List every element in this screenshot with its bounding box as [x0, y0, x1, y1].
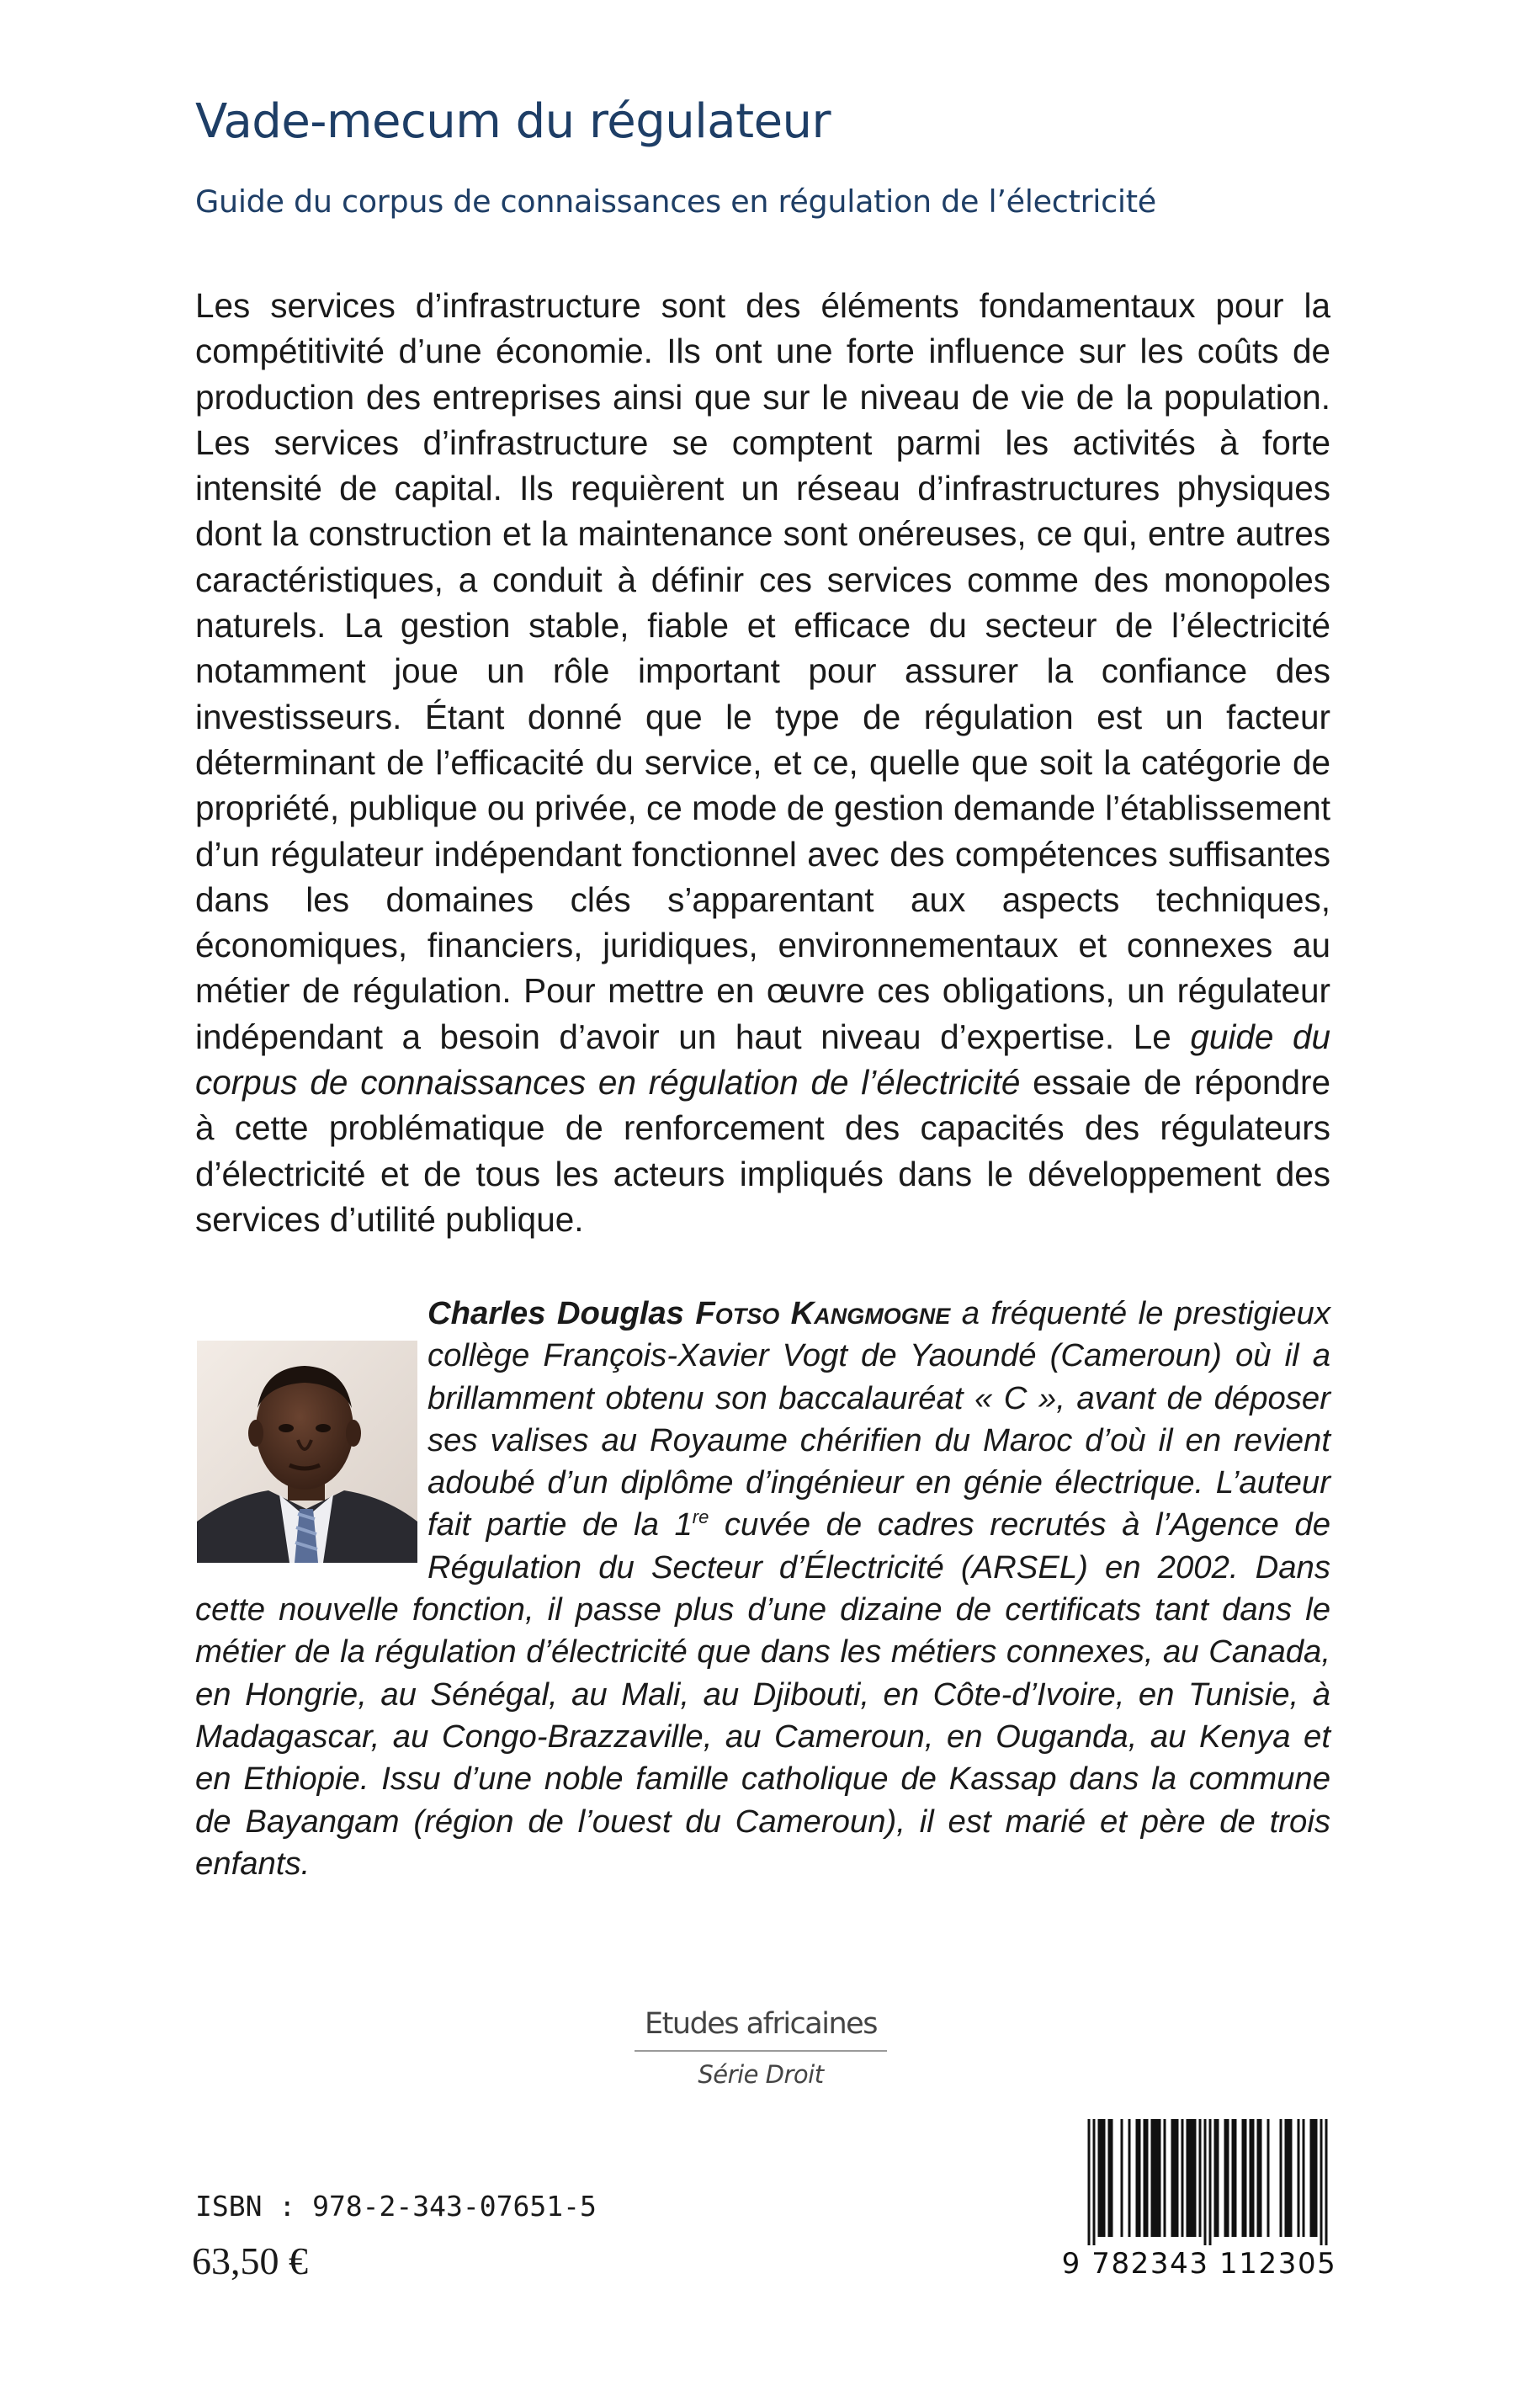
barcode-bar [1121, 2119, 1123, 2237]
barcode-bar [1101, 2119, 1103, 2237]
barcode-bar [1189, 2119, 1192, 2237]
barcode-bar [1267, 2119, 1270, 2237]
series-logo [629, 2003, 892, 2089]
author-surname-2: Kangmogne [790, 1295, 951, 1331]
barcode-bar [1242, 2119, 1245, 2237]
barcode-bar [1098, 2119, 1101, 2237]
price: 63,50 € [192, 2239, 308, 2282]
series-subtitle: Série Droit [698, 2060, 824, 2089]
barcode-bar [1093, 2119, 1096, 2245]
barcode-bar [1204, 2119, 1207, 2245]
barcode-bar [1164, 2119, 1166, 2237]
blurb-text-1: Les services d’infrastructure sont des éléments fondamentaux pour la compétitivité d’une économie. Ils ont une forte influence sur les coûts de production des entreprises ainsi que sur le niveau de vie de la population. Les services d’infrastructure se comptent parmi les activités à forte intensité de capital. Ils requièrent un réseau d’infrastructures physiques dont la construction et la maintenance sont onéreuses, ce qui, entre autres caractéristiques, a conduit à définir ces services comme des monopoles naturels. La gestion stable, fiable et efficace du secteur de l’électricité notamment joue un rôle important pour assurer la confiance des investisseurs. Étant donné que le type de régulation est un facteur déterminant de l’efficacité du service, et ce, quelle que soit la catégorie de propriété, publique ou privée, ce mode de gestion demande l’établissement d’un régulateur indépendant fonctionnel avec des compétences suffisantes dans les domaines clés s’apparentant aux aspects techniques, économiques, financiers, juridiques, environnementaux et connexes au métier de régulation. Pour mettre en œuvre ces obligations, un régulateur indépendant a besoin d’avoir un haut niveau d’expertise. Le [195, 286, 1330, 1056]
barcode-bar [1171, 2119, 1174, 2237]
barcode-bar [1325, 2119, 1328, 2245]
barcode-bar [1285, 2119, 1288, 2237]
barcode-bar [1227, 2119, 1229, 2237]
barcode-bar [1235, 2119, 1237, 2237]
book-title: Vade-mecum du régulateur [195, 94, 831, 149]
barcode-bar [1245, 2119, 1247, 2237]
barcode-bars [1060, 2119, 1338, 2245]
bio-text-1: a fréquenté le prestigieux collège François-Xavier Vogt de Yaoundé (Cameroun) où il a brillamment obtenu son baccalauréat « C », avant de déposer ses valises au Royaume chérifien du Maroc d’où il en revient adoubé d’un diplôme d’ingénieur en génie électrique. L’auteur fait partie de la 1 [427, 1295, 1330, 1543]
barcode-bar [1111, 2119, 1113, 2237]
blurb-italic-title: guide du corpus de connaissances en régulation de l’électricité [195, 1017, 1330, 1102]
barcode-bar [1199, 2119, 1202, 2237]
blurb-text-2: essaie de répondre à cette problématique de renforcement des capacités des régulateurs d’électricité et de tous les acteurs impliqués dans le développement des services d’utilité publique. [195, 1063, 1330, 1239]
barcode-bar [1217, 2119, 1219, 2237]
barcode-bar [1103, 2119, 1106, 2237]
barcode-bar [1288, 2119, 1290, 2237]
barcode-bar [1313, 2119, 1315, 2237]
author-name [427, 1295, 950, 1331]
series-divider [635, 2050, 887, 2052]
book-subtitle: Guide du corpus de connaissances en régulation de l’électricité [195, 183, 1156, 220]
barcode-bar [1320, 2119, 1323, 2245]
author-photo [197, 1341, 417, 1563]
barcode-bar [1144, 2119, 1146, 2237]
series-name: Etudes africaines [645, 2007, 877, 2041]
barcode-bar [1088, 2119, 1091, 2245]
barcode-bar [1232, 2119, 1235, 2237]
barcode-bar [1260, 2119, 1262, 2237]
barcode-bar [1209, 2119, 1212, 2245]
barcode-bar [1315, 2119, 1318, 2237]
barcode-bar [1136, 2119, 1139, 2237]
barcode [1060, 2119, 1338, 2292]
barcode-bar [1192, 2119, 1194, 2237]
barcode-bar [1224, 2119, 1227, 2237]
barcode-bar [1146, 2119, 1149, 2237]
barcode-bar [1139, 2119, 1141, 2237]
barcode-bar [1280, 2119, 1282, 2237]
barcode-bar [1257, 2119, 1260, 2237]
barcode-bar [1290, 2119, 1293, 2237]
isbn: ISBN : 978-2-343-07651-5 [195, 2190, 597, 2223]
barcode-bar [1310, 2119, 1313, 2237]
barcode-bar [1250, 2119, 1252, 2237]
barcode-bar [1187, 2119, 1189, 2237]
barcode-bar [1303, 2119, 1305, 2237]
barcode-bar [1151, 2119, 1154, 2237]
barcode-bar [1214, 2119, 1217, 2237]
barcode-bar [1176, 2119, 1179, 2237]
barcode-bar [1182, 2119, 1184, 2237]
bio-ordinal-sup: re [692, 1506, 709, 1528]
barcode-bar [1156, 2119, 1159, 2237]
barcode-bar [1154, 2119, 1156, 2237]
barcode-bar [1252, 2119, 1255, 2237]
author-portrait-image [197, 1341, 417, 1563]
barcode-bar [1159, 2119, 1161, 2237]
author-surname-1: Fotso [695, 1295, 780, 1331]
barcode-bar [1298, 2119, 1300, 2237]
barcode-bar [1194, 2119, 1197, 2237]
barcode-digits: 9 782343 112305 [1061, 2247, 1337, 2281]
barcode-bar [1108, 2119, 1111, 2237]
blurb-paragraph [195, 283, 1330, 1242]
bio-text-2: cuvée de cadres recrutés à l’Agence de Régulation du Secteur d’Électricité (ARSEL) en 2002. Dans cette nouvelle fonction, il passe plus d’une dizaine de certificats tant dans le métier de la régulation d’électricité que dans les métiers connexes, au Canada, en Hongrie, au Sénégal, au Mali, au Djibouti, en Côte-d’Ivoire, en Tunisie, à Madagascar, au Congo-Brazzaville, au Cameroun, en Ouganda, au Kenya et en Ethiopie. Issu d’une noble famille catholique de Kassap dans la commune de Bayangam (région de l’ouest du Cameroun), il est marié et père de trois enfants. [195, 1506, 1330, 1882]
author-given-names: Charles Douglas [427, 1295, 684, 1331]
barcode-bar [1128, 2119, 1131, 2237]
barcode-bar [1174, 2119, 1176, 2237]
